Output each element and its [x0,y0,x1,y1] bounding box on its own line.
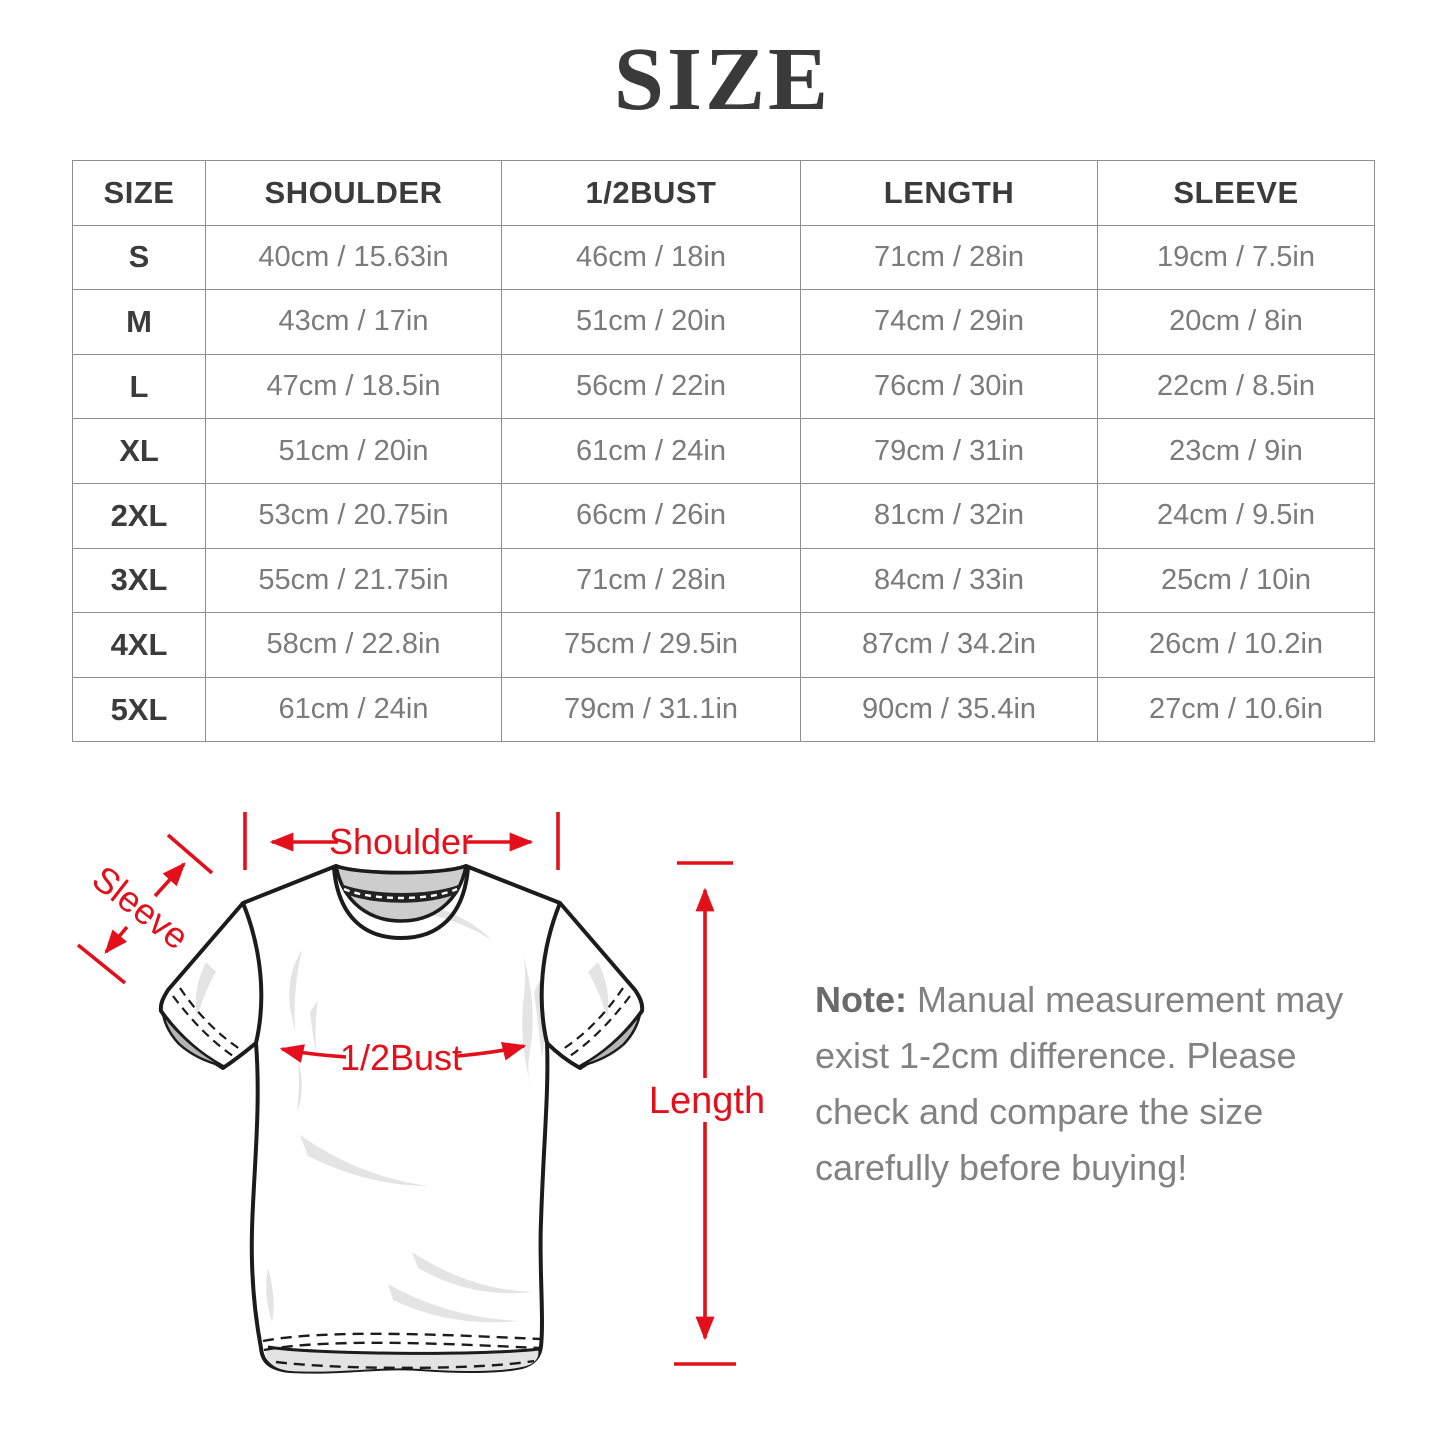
cell-length: 87cm / 34.2in [801,613,1098,678]
page-title: SIZE [613,30,832,129]
note-line [815,972,1390,1028]
table-row [73,225,1375,290]
table-row [73,419,1375,484]
cell-halfbust: 51cm / 20in [502,290,801,355]
cell-halfbust: 66cm / 26in [502,483,801,548]
cell-sleeve: 22cm / 8.5in [1098,354,1375,419]
size-chart-table [72,160,1375,742]
note-line: exist 1-2cm difference. Please [815,1035,1297,1076]
cell-shoulder: 51cm / 20in [206,419,502,484]
table-row [73,290,1375,355]
cell-size: 2XL [73,483,206,548]
cell-size: 3XL [73,548,206,613]
cell-size: L [73,354,206,419]
cell-length: 84cm / 33in [801,548,1098,613]
header-length: LENGTH [801,161,1098,226]
cell-halfbust: 75cm / 29.5in [502,613,801,678]
cell-shoulder: 55cm / 21.75in [206,548,502,613]
table-row [73,483,1375,548]
table-header-row [73,161,1375,226]
cell-shoulder: 40cm / 15.63in [206,225,502,290]
cell-size: M [73,290,206,355]
tshirt-diagram [60,790,780,1440]
header-halfbust: 1/2BUST [502,161,801,226]
table-row [73,677,1375,742]
cell-length: 71cm / 28in [801,225,1098,290]
header-shoulder: SHOULDER [206,161,502,226]
cell-halfbust: 56cm / 22in [502,354,801,419]
cell-halfbust: 71cm / 28in [502,548,801,613]
cell-shoulder: 58cm / 22.8in [206,613,502,678]
cell-halfbust: 79cm / 31.1in [502,677,801,742]
cell-sleeve: 26cm / 10.2in [1098,613,1375,678]
cell-sleeve: 25cm / 10in [1098,548,1375,613]
table-row [73,548,1375,613]
note-line: check and compare the size [815,1091,1264,1132]
cell-length: 79cm / 31in [801,419,1098,484]
cell-length: 81cm / 32in [801,483,1098,548]
table-row [73,613,1375,678]
cell-shoulder: 43cm / 17in [206,290,502,355]
note-text [815,972,1390,1196]
note-line: carefully before buying! [815,1147,1188,1188]
cell-size: XL [73,419,206,484]
cell-halfbust: 46cm / 18in [502,225,801,290]
cell-sleeve: 20cm / 8in [1098,290,1375,355]
header-size: SIZE [73,161,206,226]
note-prefix: Note: [815,979,907,1020]
cell-length: 74cm / 29in [801,290,1098,355]
cell-shoulder: 47cm / 18.5in [206,354,502,419]
shoulder-arrow [245,812,558,870]
cell-size: 4XL [73,613,206,678]
length-arrow [649,863,765,1364]
cell-length: 76cm / 30in [801,354,1098,419]
cell-length: 90cm / 35.4in [801,677,1098,742]
cell-shoulder: 53cm / 20.75in [206,483,502,548]
cell-size: S [73,225,206,290]
note-line-text: Manual measurement may [917,979,1344,1020]
cell-shoulder: 61cm / 24in [206,677,502,742]
shoulder-label: Shoulder [328,821,474,862]
cell-halfbust: 61cm / 24in [502,419,801,484]
cell-sleeve: 27cm / 10.6in [1098,677,1375,742]
length-label: Length [648,1080,766,1122]
cell-size: 5XL [73,677,206,742]
cell-sleeve: 24cm / 9.5in [1098,483,1375,548]
tshirt-drawing [161,866,642,1372]
sleeve-label: Sleeve [84,857,197,958]
header-sleeve: SLEEVE [1098,161,1375,226]
table-row [73,354,1375,419]
bust-label: 1/2Bust [339,1037,463,1078]
cell-sleeve: 23cm / 9in [1098,419,1375,484]
cell-sleeve: 19cm / 7.5in [1098,225,1375,290]
